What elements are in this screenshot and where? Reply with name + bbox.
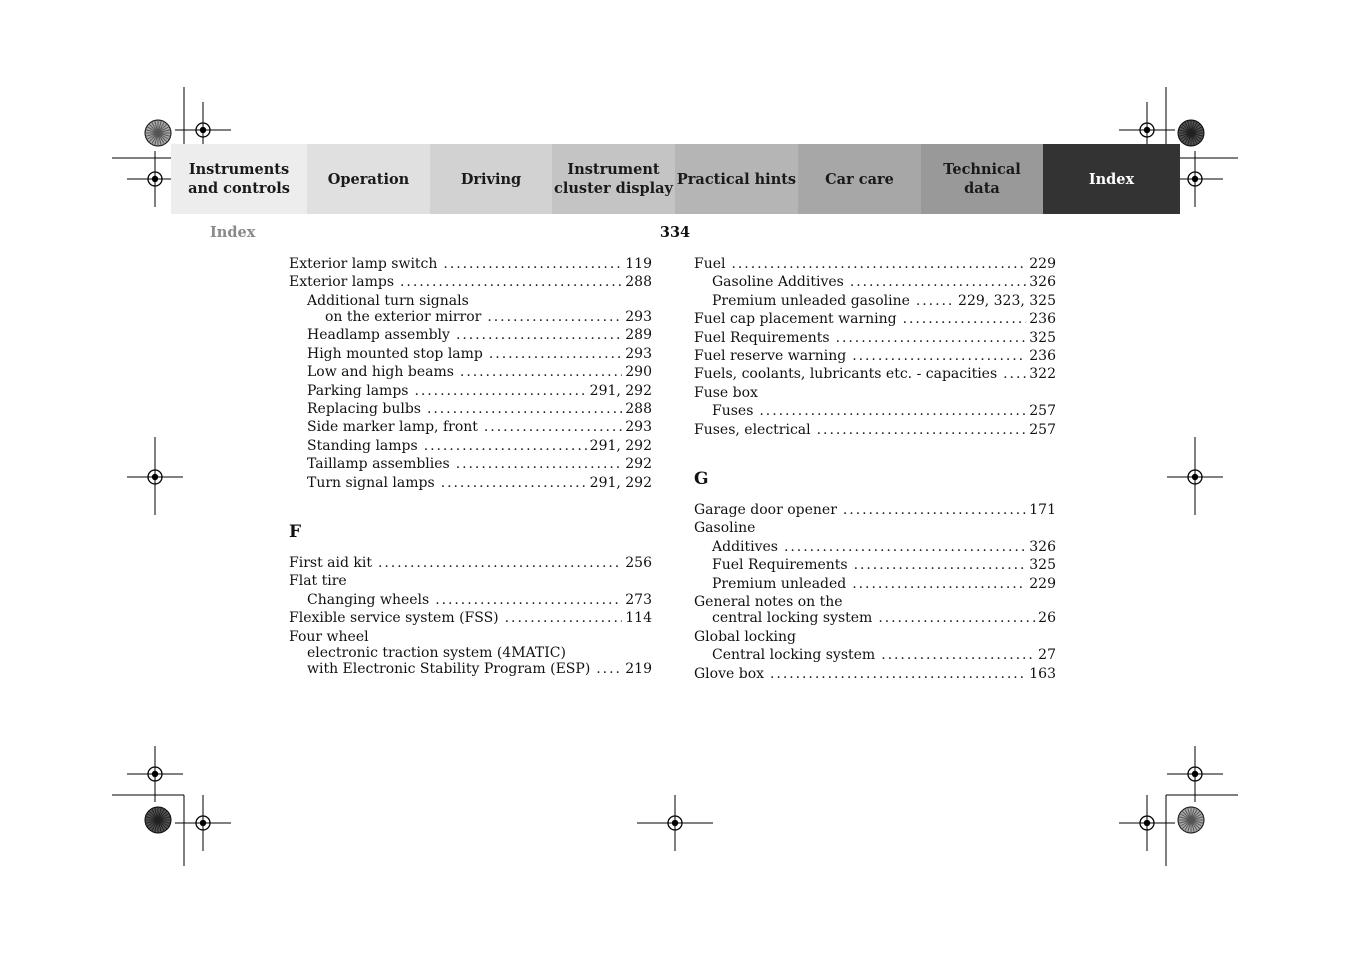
index-term: General notes on the xyxy=(694,594,843,610)
index-page-ref[interactable]: 291, 292 xyxy=(589,438,652,454)
page-number: 334 xyxy=(659,224,691,241)
index-entry xyxy=(694,330,1056,346)
index-page-ref[interactable]: 291, 292 xyxy=(589,383,652,399)
index-entry xyxy=(289,610,652,626)
index-term: Low and high beams xyxy=(307,364,454,380)
index-term: Fuses xyxy=(712,403,754,419)
index-entry xyxy=(694,539,1056,555)
index-term: Side marker lamp, front xyxy=(307,419,478,435)
dot-leader xyxy=(456,327,622,343)
section-tabs xyxy=(171,144,1180,214)
index-term: Turn signal lamps xyxy=(307,475,435,491)
dot-leader xyxy=(596,661,622,677)
tab-instruments-and-controls[interactable]: Instruments and controls xyxy=(171,144,307,214)
index-entry xyxy=(694,576,1056,592)
dot-leader xyxy=(852,576,1026,592)
index-page-ref[interactable]: 163 xyxy=(1029,666,1056,682)
running-head: Index xyxy=(210,224,256,241)
index-page-ref[interactable]: 326 xyxy=(1029,539,1056,555)
index-entry xyxy=(289,475,652,491)
index-page-ref[interactable]: 293 xyxy=(625,346,652,362)
index-entry xyxy=(694,366,1056,382)
index-page-ref[interactable]: 256 xyxy=(625,555,652,571)
index-entry xyxy=(289,645,652,661)
index-term: Standing lamps xyxy=(307,438,418,454)
index-entry xyxy=(289,555,652,571)
index-term: Additives xyxy=(712,539,778,555)
index-page-ref[interactable]: 26 xyxy=(1038,610,1056,626)
index-page-ref[interactable]: 290 xyxy=(625,364,652,380)
dot-leader xyxy=(770,666,1026,682)
index-entry xyxy=(289,327,652,343)
registration-target-icon xyxy=(1167,746,1223,802)
index-term: electronic traction system (4MATIC) xyxy=(307,645,566,661)
index-page-ref[interactable]: 114 xyxy=(625,610,652,626)
dot-leader xyxy=(881,647,1035,663)
tab-operation[interactable]: Operation xyxy=(307,144,430,214)
index-term: Premium unleaded xyxy=(712,576,847,592)
index-page-ref[interactable]: 257 xyxy=(1029,403,1056,419)
color-calibration-icon xyxy=(145,120,171,146)
index-term: Glove box xyxy=(694,666,765,682)
index-entry xyxy=(289,383,652,399)
index-page-ref[interactable]: 325 xyxy=(1029,330,1056,346)
index-page-ref[interactable]: 292 xyxy=(625,456,652,472)
index-term: Fuel Requirements xyxy=(712,557,848,573)
dot-leader xyxy=(850,274,1026,290)
index-page-ref[interactable]: 236 xyxy=(1029,311,1056,327)
index-page-ref[interactable]: 273 xyxy=(625,592,652,608)
dot-leader xyxy=(441,475,587,491)
dot-leader xyxy=(854,557,1027,573)
index-term: Premium unleaded gasoline xyxy=(712,293,910,309)
index-entry xyxy=(694,557,1056,573)
index-page-ref[interactable]: 119 xyxy=(625,256,652,272)
index-entry xyxy=(289,293,652,309)
index-entry xyxy=(289,309,652,325)
index-letter-heading: G xyxy=(694,469,709,489)
dot-leader xyxy=(852,348,1026,364)
index-entry xyxy=(694,594,1056,610)
index-term: Changing wheels xyxy=(307,592,430,608)
index-term: Exterior lamps xyxy=(289,274,395,290)
index-term: Taillamp assemblies xyxy=(307,456,450,472)
index-entry xyxy=(694,256,1056,272)
registration-target-icon xyxy=(127,746,183,802)
dot-leader xyxy=(489,346,622,362)
index-page-ref[interactable]: 288 xyxy=(625,274,652,290)
index-entry xyxy=(289,629,652,645)
tab-car-care[interactable]: Car care xyxy=(798,144,921,214)
dot-leader xyxy=(424,438,587,454)
index-term: High mounted stop lamp xyxy=(307,346,483,362)
registration-target-icon xyxy=(127,449,183,505)
dot-leader xyxy=(784,539,1026,555)
index-term: Global locking xyxy=(694,629,797,645)
index-entry xyxy=(694,666,1056,682)
dot-leader xyxy=(759,403,1026,419)
index-term: with Electronic Stability Program (ESP) xyxy=(307,661,591,677)
registration-target-icon xyxy=(175,795,231,851)
dot-leader xyxy=(378,555,622,571)
index-term: Fuel xyxy=(694,256,726,272)
index-term: First aid kit xyxy=(289,555,372,571)
registration-target-icon xyxy=(1119,795,1175,851)
index-term: Four wheel xyxy=(289,629,369,645)
index-page-ref[interactable]: 293 xyxy=(625,309,652,325)
dot-leader xyxy=(414,383,586,399)
index-term: Flat tire xyxy=(289,573,347,589)
index-page-ref[interactable]: 229 xyxy=(1029,256,1056,272)
index-page-ref[interactable]: 219 xyxy=(625,661,652,677)
index-entry xyxy=(289,419,652,435)
index-term: on the exterior mirror xyxy=(325,309,482,325)
index-entry xyxy=(694,274,1056,290)
index-term: Gasoline Additives xyxy=(712,274,844,290)
index-entry xyxy=(694,520,1056,536)
tab-practical-hints[interactable]: Practical hints xyxy=(675,144,798,214)
index-term: Headlamp assembly xyxy=(307,327,450,343)
index-page-ref[interactable]: 325 xyxy=(1029,557,1056,573)
index-term: Exterior lamp switch xyxy=(289,256,438,272)
dot-leader xyxy=(817,422,1027,438)
index-term: Fuse box xyxy=(694,385,758,401)
index-entry xyxy=(289,364,652,380)
index-page-ref[interactable]: 291, 292 xyxy=(589,475,652,491)
tab-technical-data[interactable]: Technical data xyxy=(921,144,1043,214)
index-entry xyxy=(289,274,652,290)
index-term: Fuses, electrical xyxy=(694,422,811,438)
index-page-ref[interactable]: 288 xyxy=(625,401,652,417)
dot-leader xyxy=(400,274,622,290)
index-entry xyxy=(694,385,1056,401)
index-term: Gasoline xyxy=(694,520,756,536)
index-term: Garage door opener xyxy=(694,502,837,518)
index-page-ref[interactable]: 326 xyxy=(1029,274,1056,290)
color-calibration-icon xyxy=(145,807,171,833)
index-entry xyxy=(289,401,652,417)
index-page-ref[interactable]: 27 xyxy=(1038,647,1056,663)
dot-leader xyxy=(487,309,622,325)
index-entry xyxy=(289,256,652,272)
index-entry xyxy=(694,422,1056,438)
tab-instrument-cluster-display[interactable]: Instrument cluster display xyxy=(552,144,675,214)
index-term: Central locking system xyxy=(712,647,876,663)
index-entry xyxy=(694,629,1056,645)
index-term: Parking lamps xyxy=(307,383,409,399)
index-entry xyxy=(694,293,1056,309)
dot-leader xyxy=(916,293,955,309)
dot-leader xyxy=(903,311,1027,327)
index-entry xyxy=(289,346,652,362)
index-letter-heading: F xyxy=(289,522,302,542)
index-entry xyxy=(289,592,652,608)
index-page-ref[interactable]: 171 xyxy=(1029,502,1056,518)
index-entry xyxy=(694,348,1056,364)
dot-leader xyxy=(836,330,1027,346)
dot-leader xyxy=(435,592,622,608)
index-term: Fuel cap placement warning xyxy=(694,311,897,327)
dot-leader xyxy=(505,610,623,626)
index-entry xyxy=(694,502,1056,518)
index-entry xyxy=(694,311,1056,327)
color-calibration-icon xyxy=(1178,120,1204,146)
index-entry xyxy=(694,403,1056,419)
index-entry xyxy=(289,573,652,589)
index-page-ref[interactable]: 236 xyxy=(1029,348,1056,364)
index-term: Additional turn signals xyxy=(307,293,469,309)
color-calibration-icon xyxy=(1178,807,1204,833)
index-term: Fuel Requirements xyxy=(694,330,830,346)
index-entry xyxy=(289,661,652,677)
index-page-ref[interactable]: 229, 323, 325 xyxy=(958,293,1056,309)
dot-leader xyxy=(1003,366,1026,382)
index-entry xyxy=(289,438,652,454)
dot-leader xyxy=(843,502,1026,518)
index-page-ref[interactable]: 293 xyxy=(625,419,652,435)
dot-leader xyxy=(878,610,1035,626)
index-entry xyxy=(289,456,652,472)
index-term: Replacing bulbs xyxy=(307,401,421,417)
index-page-ref[interactable]: 322 xyxy=(1029,366,1056,382)
dot-leader xyxy=(443,256,622,272)
registration-target-icon xyxy=(1167,449,1223,505)
index-term: Flexible service system (FSS) xyxy=(289,610,499,626)
tab-index[interactable]: Index xyxy=(1043,144,1180,214)
dot-leader xyxy=(427,401,622,417)
dot-leader xyxy=(484,419,622,435)
dot-leader xyxy=(456,456,623,472)
index-page-ref[interactable]: 289 xyxy=(625,327,652,343)
index-entry xyxy=(694,610,1056,626)
dot-leader xyxy=(732,256,1027,272)
index-page-ref[interactable]: 257 xyxy=(1029,422,1056,438)
index-term: central locking system xyxy=(712,610,873,626)
tab-driving[interactable]: Driving xyxy=(430,144,552,214)
dot-leader xyxy=(460,364,622,380)
index-term: Fuels, coolants, lubricants etc. - capacities xyxy=(694,366,998,382)
index-term: Fuel reserve warning xyxy=(694,348,847,364)
index-page-ref[interactable]: 229 xyxy=(1029,576,1056,592)
index-entry xyxy=(694,647,1056,663)
